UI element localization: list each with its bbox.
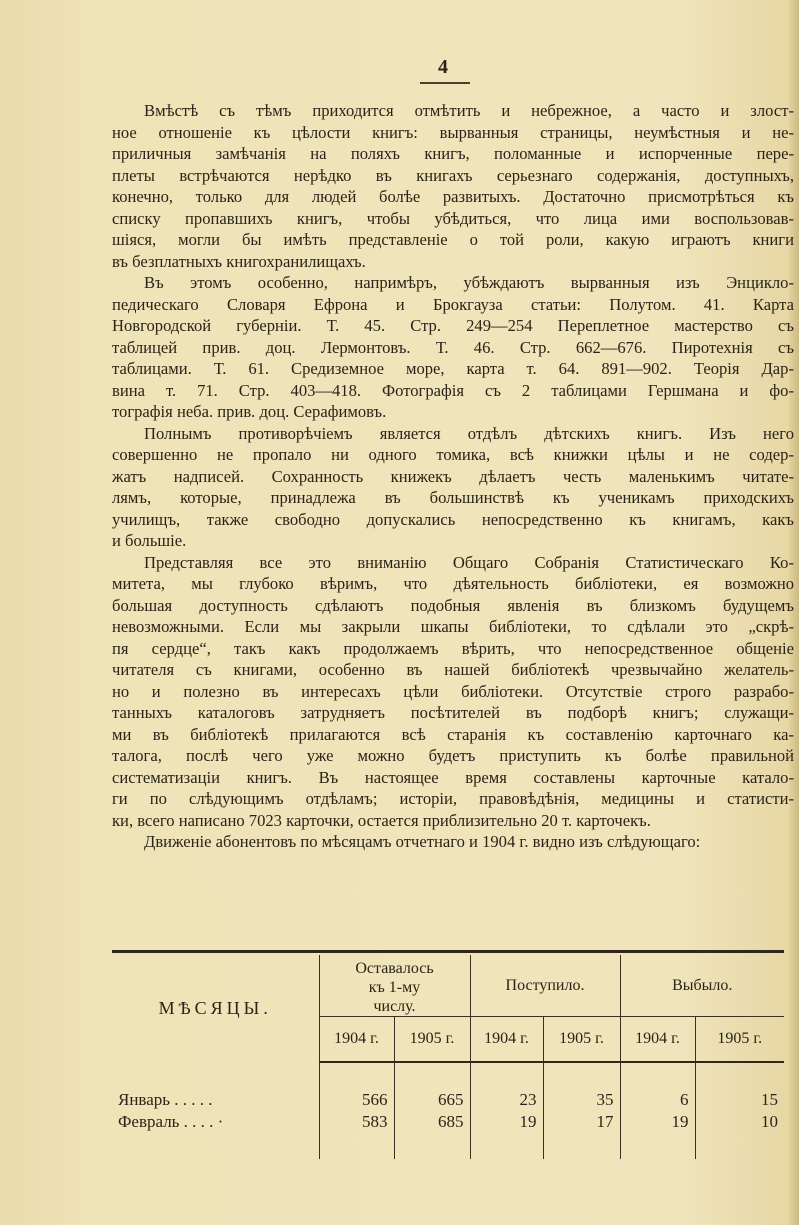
- group-header-left: Выбыло.: [620, 955, 784, 1017]
- text-line: въ безплатныхъ книгохранилищахъ.: [112, 251, 366, 271]
- text-line: вина т. 71. Стр. 403—418. Фотографія съ 2 таблицами Гершмана и фо-: [112, 380, 794, 400]
- group-header-remaining: Оставалось къ 1-му числу.: [319, 955, 470, 1017]
- text-line: пя сердце“, такъ какъ продолжаемъ вѣрить, что непосредственное общеніе: [112, 638, 794, 658]
- paragraph: [112, 272, 794, 423]
- page-number-underline: [420, 82, 470, 84]
- text-line: училищъ, также свободно допускались непосредственно къ книгамъ, какъ: [112, 509, 794, 529]
- text-line: Полнымъ противорѣчіемъ является отдѣлъ дѣтскихъ книгъ. Изъ него: [144, 423, 794, 443]
- table-cell: 566: [319, 1089, 394, 1111]
- table-cell: 23: [470, 1089, 543, 1111]
- text-line: Движеніе абонентовъ по мѣсяцамъ отчетнаго и 1904 г. видно изъ слѣдующаго:: [144, 832, 701, 851]
- year-header: 1905 г.: [695, 1017, 784, 1063]
- paragraph: [112, 552, 794, 832]
- text-line: педическаго Словаря Ефрона и Брокгауза статьи: Полутом. 41. Карта: [112, 294, 794, 314]
- text-line: таблицами. Т. 61. Средиземное море, карта т. 64. 891—902. Теорія Дар-: [112, 359, 794, 378]
- year-header: 1904 г.: [620, 1017, 695, 1063]
- text-line: ги по слѣдующимъ отдѣламъ; исторіи, правовѣдѣнія, медицины и статисти-: [112, 789, 794, 808]
- months-header: МѢСЯЦЫ.: [112, 955, 319, 1062]
- table-row: [112, 1089, 784, 1111]
- year-header: 1905 г.: [394, 1017, 470, 1063]
- text-line: невозможными. Если мы закрыли шкапы библіотеки, то сдѣлали это „скрѣ-: [112, 617, 794, 636]
- text-line: ное отношеніе къ цѣлости книгъ: вырванныя страницы, неумѣстныя и не-: [112, 122, 794, 142]
- paragraph: [112, 831, 794, 853]
- table-cell: 583: [319, 1111, 394, 1133]
- text-line: конечно, только для людей болѣе развитыхъ. Достаточно присмотрѣться къ: [112, 187, 794, 206]
- table-cell: 10: [761, 1112, 778, 1131]
- table-cell: 19: [620, 1111, 695, 1133]
- text-line: ми въ библіотекѣ прилагаются всѣ старанія къ составленію карточнаго ка-: [112, 724, 794, 744]
- year-header: 1904 г.: [319, 1017, 394, 1063]
- subscribers-table: [112, 955, 784, 1159]
- paragraph: [112, 100, 794, 272]
- month-name: Февраль . . . . ·: [112, 1111, 319, 1133]
- group-header-received: Поступило.: [470, 955, 620, 1017]
- text-line: шіяся, могли бы имѣть представленіе о той роли, какую играютъ книги: [112, 230, 794, 249]
- table-cell: 35: [543, 1089, 620, 1111]
- text-line: танныхъ каталоговъ затрудняетъ посѣтителей въ подборѣ книгъ; служащи-: [112, 703, 794, 722]
- text-line: Въ этомъ особенно, напримѣръ, убѣждаютъ вырванныя изъ Энцикло-: [144, 273, 794, 292]
- text-line: Вмѣстѣ съ тѣмъ приходится отмѣтить и небрежное, а часто и злост-: [144, 101, 794, 120]
- paragraph: [112, 423, 794, 552]
- table-cell: 17: [543, 1111, 620, 1133]
- text-line: плеты встрѣчаются нерѣдко въ книгахъ серьезнаго содержанія, доступныхъ,: [112, 165, 794, 185]
- year-header: 1904 г.: [470, 1017, 543, 1063]
- text-line: списку пропавшихъ книгъ, чтобы убѣдиться, что лица ими воспользовав-: [112, 208, 794, 228]
- table-cell: 665: [394, 1089, 470, 1111]
- text-line: тографія неба. прив. доц. Серафимовъ.: [112, 402, 387, 421]
- table-cell: 6: [620, 1089, 695, 1111]
- text-line: талога, послѣ чего уже можно будетъ приступить къ болѣе правильной: [112, 746, 794, 765]
- table-top-rule: [112, 950, 784, 953]
- table-cell: 685: [394, 1111, 470, 1133]
- month-name: Январь . . . . .: [112, 1089, 319, 1111]
- text-line: большая доступность сдѣлаютъ подобныя явленія въ близкомъ будущемъ: [112, 595, 794, 615]
- text-line: совершенно не пропало ни одного томика, всѣ книжки цѣлы и не содер-: [112, 445, 794, 464]
- text-line: лямъ, которые, принадлежа въ большинствѣ къ ученикамъ приходскихъ: [112, 488, 794, 507]
- table-row: [112, 1111, 784, 1133]
- text-line: но и полезно въ интересахъ цѣли библіотеки. Отсутствіе строго разрабо-: [112, 681, 794, 701]
- text-line: таблицей прив. доц. Лермонтовъ. Т. 46. Стр. 662—676. Пиротехнія съ: [112, 337, 794, 357]
- text-line: Новгородской губерніи. Т. 45. Стр. 249—254 Переплетное мастерство съ: [112, 316, 794, 335]
- body-text: [112, 100, 794, 853]
- text-line: читателя съ книгами, особенно въ нашей библіотекѣ чрезвычайно желатель-: [112, 660, 794, 679]
- text-line: митета, мы глубоко вѣримъ, что дѣятельность библіотеки, ея возможно: [112, 574, 794, 593]
- text-line: Представляя все это вниманію Общаго Собранія Статистическаго Ко-: [144, 552, 794, 572]
- text-line: жатъ надписей. Сохранность книжекъ дѣлаетъ честь маленькимъ читате-: [112, 466, 794, 486]
- page-number: 4: [438, 56, 449, 78]
- text-line: приличныя замѣчанія на поляхъ книгъ, поломанные и испорченные пере-: [112, 144, 794, 163]
- table-cell: 19: [470, 1111, 543, 1133]
- year-header: 1905 г.: [543, 1017, 620, 1063]
- text-line: и большіе.: [112, 531, 187, 550]
- text-line: ки, всего написано 7023 карточки, остается приблизительно 20 т. карточекъ.: [112, 810, 651, 830]
- text-line: систематизаціи книгъ. Въ настоящее время составлены карточные катало-: [112, 767, 794, 787]
- table-cell: 15: [761, 1090, 778, 1109]
